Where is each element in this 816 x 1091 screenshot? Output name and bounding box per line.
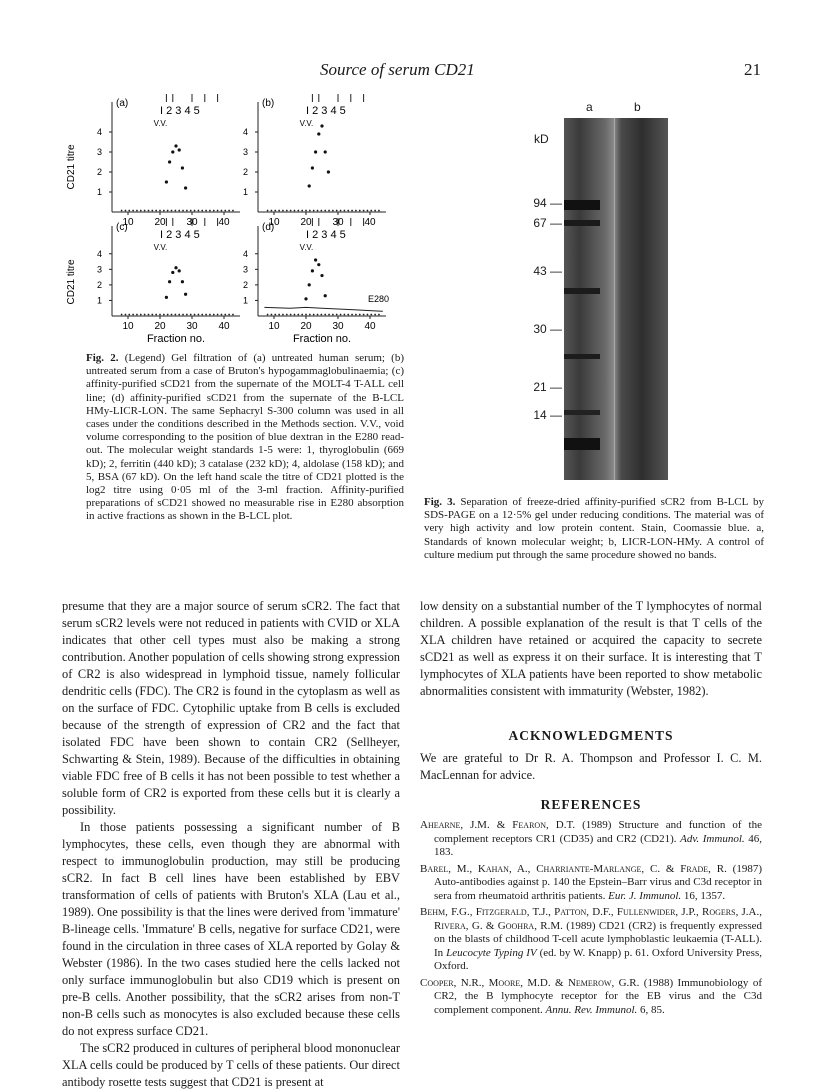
reference-text: (1989) Structure and function of the complement receptors CR1 (CD35) and CR2 (CD21). xyxy=(434,819,762,845)
data-point xyxy=(311,166,314,169)
baseline-point xyxy=(367,210,369,212)
paragraph: The sCR2 produced in cultures of peripheral blood mononuclear XLA cells could be produced by T cells of these patients. Our direct antibody rosette tests suggest that CD21 is present at xyxy=(62,1041,401,1089)
baseline-point xyxy=(378,210,380,212)
baseline-point xyxy=(286,314,288,316)
y-tick-label: 3 xyxy=(96,147,102,157)
baseline-point xyxy=(290,314,292,316)
acknowledgments-heading: ACKNOWLEDGMENTS xyxy=(508,728,674,743)
y-tick-label: 2 xyxy=(96,279,102,290)
baseline-point xyxy=(313,314,315,316)
baseline-point xyxy=(290,210,292,212)
lane-b-label: b xyxy=(634,100,641,114)
baseline-point xyxy=(163,210,165,212)
gel-band xyxy=(564,410,600,415)
reference-journal: Annu. Rev. Immunol. xyxy=(545,1003,638,1016)
y-tick-label: 2 xyxy=(242,167,248,177)
baseline-point xyxy=(174,210,176,212)
data-point xyxy=(168,160,171,163)
baseline-point xyxy=(347,314,349,316)
void-volume-label: V.V. xyxy=(153,243,168,252)
baseline-point xyxy=(228,210,230,212)
e280-line xyxy=(264,307,382,311)
y-tick-label: 1 xyxy=(96,187,102,197)
baseline-point xyxy=(209,210,211,212)
gel-band xyxy=(564,438,600,450)
baseline-point xyxy=(232,314,234,316)
x-tick-label: 40 xyxy=(218,321,230,332)
paragraph: low density on a substantial number of the T lymphocytes of normal children. A possible explanation of the result is that T cells of the XLA children have retained or acquired the capacity to secrete sCD21 as well as express it on their surface. It is interesting that T lymphocytes of XLA patients have been reported to show metabolic abnormalities consistent with immaturity (Webster, 1982). xyxy=(420,599,762,698)
data-point xyxy=(314,258,317,261)
figure-3-caption-text: Separation of freeze-dried affinity-purified sCR2 from B-LCL by SDS-PAGE on a 12·5% gel under reducing conditions. The material was of very high activity and low protein content. Stain, Coomassie blue. a, Standards of known molecular weight; b, LICR-LON-HMy. A control of culture medium put through the same procedure showed no bands. xyxy=(424,496,764,561)
baseline-point xyxy=(324,314,326,316)
baseline-point xyxy=(217,210,219,212)
baseline-point xyxy=(355,210,357,212)
standards-labels: I 2 3 4 5 xyxy=(160,105,200,117)
x-tick-label: 20 xyxy=(154,217,166,228)
baseline-point xyxy=(344,210,346,212)
reference-journal: Leucocyte Typing IV xyxy=(446,946,537,959)
baseline-point xyxy=(332,314,334,316)
baseline-point xyxy=(171,210,173,212)
baseline-point xyxy=(317,314,319,316)
y-tick-label: 3 xyxy=(242,264,248,275)
data-point xyxy=(327,170,330,173)
baseline-point xyxy=(374,314,376,316)
reference-text: (1989) CD21 (CR2) is frequently expressed on the blasts of childhood T-cell acute lymphoblastic leukaemia (T-ALL). In xyxy=(434,919,762,959)
baseline-point xyxy=(163,314,165,316)
y-axis-label: CD21 titre xyxy=(66,259,77,305)
x-tick-label: 30 xyxy=(332,217,344,228)
gel-image xyxy=(564,118,668,480)
reference-authors: Cooper, N.R., Moore, M.D. & Nemerow, G.R. xyxy=(420,976,640,989)
baseline-point xyxy=(282,314,284,316)
baseline-point xyxy=(309,314,311,316)
baseline-point xyxy=(363,210,365,212)
x-tick-label: 20 xyxy=(154,321,166,332)
baseline-point xyxy=(194,210,196,212)
data-point xyxy=(168,280,171,283)
baseline-point xyxy=(355,314,357,316)
baseline-point xyxy=(186,314,188,316)
baseline-point xyxy=(378,314,380,316)
baseline-point xyxy=(151,210,153,212)
baseline-point xyxy=(140,314,142,316)
data-point xyxy=(308,283,311,286)
x-tick-label: 10 xyxy=(268,321,280,332)
gel-band xyxy=(564,354,600,359)
data-point xyxy=(324,150,327,153)
standards-labels: I 2 3 4 5 xyxy=(306,229,346,241)
reference-item xyxy=(420,863,762,904)
data-point xyxy=(317,132,320,135)
data-point xyxy=(181,280,184,283)
baseline-point xyxy=(282,210,284,212)
baseline-point xyxy=(178,210,180,212)
baseline-point xyxy=(301,210,303,212)
void-volume-label: V.V. xyxy=(299,243,314,252)
lane-a-label: a xyxy=(586,100,593,114)
baseline-point xyxy=(340,210,342,212)
baseline-point xyxy=(278,210,280,212)
x-tick-label: 10 xyxy=(122,321,134,332)
x-tick-label: 40 xyxy=(218,217,230,228)
data-point xyxy=(184,186,187,189)
data-point xyxy=(174,144,177,147)
baseline-point xyxy=(217,314,219,316)
reference-journal: Eur. J. Immunol. xyxy=(608,889,682,902)
baseline-point xyxy=(294,314,296,316)
baseline-point xyxy=(213,314,215,316)
gel-marker-label: 30 — xyxy=(533,322,562,336)
page-number: 21 xyxy=(744,60,761,79)
baseline-point xyxy=(144,210,146,212)
x-tick-label: 20 xyxy=(300,217,312,228)
figure-3-gel xyxy=(518,88,678,488)
baseline-point xyxy=(232,210,234,212)
figure-3-caption-label: Fig. 3. xyxy=(424,496,456,508)
baseline-point xyxy=(224,314,226,316)
baseline-point xyxy=(174,314,176,316)
baseline-point xyxy=(136,314,138,316)
data-point xyxy=(317,263,320,266)
baseline-point xyxy=(309,210,311,212)
data-point xyxy=(320,124,323,127)
x-axis-label: Fraction no. xyxy=(292,333,352,344)
baseline-point xyxy=(305,314,307,316)
gel-marker-label: 43 — xyxy=(533,264,562,278)
references-heading: REFERENCES xyxy=(540,797,642,812)
y-tick-label: 1 xyxy=(96,295,102,306)
baseline-point xyxy=(144,314,146,316)
acknowledgments-text xyxy=(420,750,762,784)
x-tick-label: 10 xyxy=(268,217,280,228)
baseline-point xyxy=(294,210,296,212)
baseline-point xyxy=(351,314,353,316)
baseline-point xyxy=(374,210,376,212)
baseline-point xyxy=(336,210,338,212)
y-axis-label: CD21 titre xyxy=(66,144,77,190)
baseline-point xyxy=(213,210,215,212)
baseline-point xyxy=(328,314,330,316)
reference-text: (1987) Auto-antibodies against p. 140 the Epstein–Barr virus and C3d receptor in sera from rheumatoid arthritis patients. xyxy=(434,862,762,902)
baseline-point xyxy=(297,210,299,212)
baseline-point xyxy=(186,210,188,212)
baseline-point xyxy=(155,314,157,316)
gel-band xyxy=(564,220,600,226)
panel-label: (a) xyxy=(116,98,129,109)
baseline-point xyxy=(359,210,361,212)
baseline-point xyxy=(167,210,169,212)
panel-label: (d) xyxy=(262,222,275,233)
data-point xyxy=(174,266,177,269)
baseline-point xyxy=(155,210,157,212)
x-tick-label: 10 xyxy=(122,217,134,228)
baseline-point xyxy=(228,314,230,316)
baseline-point xyxy=(313,210,315,212)
baseline-point xyxy=(320,314,322,316)
data-point xyxy=(171,150,174,153)
gel-band xyxy=(564,200,600,210)
reference-authors: Ahearne, J.M. & Fearon, D.T. xyxy=(420,819,576,831)
reference-volume: 6, 85. xyxy=(637,1003,665,1016)
baseline-point xyxy=(363,314,365,316)
data-point xyxy=(320,274,323,277)
baseline-point xyxy=(132,314,134,316)
gel-band xyxy=(564,288,600,294)
x-tick-label: 20 xyxy=(300,321,312,332)
reference-text: (1988) Immunobiology of CR2, the B lymphocyte receptor for the EB virus and the C3d complement component. xyxy=(434,976,762,1016)
baseline-point xyxy=(198,314,200,316)
gel-marker-label: 94 — xyxy=(533,196,562,210)
baseline-point xyxy=(148,314,150,316)
right-column-text xyxy=(420,598,762,700)
baseline-point xyxy=(121,210,123,212)
data-point xyxy=(181,166,184,169)
reference-list xyxy=(420,819,762,1020)
baseline-point xyxy=(267,210,269,212)
baseline-point xyxy=(278,314,280,316)
data-point xyxy=(165,296,168,299)
baseline-point xyxy=(159,210,161,212)
baseline-point xyxy=(324,210,326,212)
standards-labels: I 2 3 4 5 xyxy=(160,229,200,241)
figure-2-chart xyxy=(62,92,402,344)
y-tick-label: 2 xyxy=(96,167,102,177)
baseline-point xyxy=(201,314,203,316)
baseline-point xyxy=(359,314,361,316)
figure-2-caption-text: (Legend) Gel filtration of (a) untreated human serum; (b) untreated serum from a case of Bruton's hypogammaglobulinaemia; (c) affinity-purified sCD21 from the supernate of the MOLT-4 T-ALL cell line; (d) affinity-purified sCD21 from the supernate of the B-LCL HMy-LICR-LON. The same Sephacryl S-300 column was used in all cases under the conditions described in the Methods section. V.V., void volume corresponding to the position of blue dextran in the E280 read-out. The molecular weight standards 1-5 were: 1, thyroglobulin (669 kD); 2, ferritin (440 kD); 3 catalase (232 kD); 4, aldolase (158 kD); and 5, BSA (67 kD). On the left hand scale the titre of CD21 plotted is the log2 titre using 0·05 ml of the 3-ml fraction. Affinity-purified preparations of sCD21 showed no measurable rise in E280 absorption in active fractions as shown in the B-LCL plot. xyxy=(86,352,404,523)
reference-item xyxy=(420,819,762,860)
baseline-point xyxy=(367,314,369,316)
baseline-point xyxy=(305,210,307,212)
data-point xyxy=(171,271,174,274)
baseline-point xyxy=(274,210,276,212)
baseline-point xyxy=(190,314,192,316)
y-tick-label: 3 xyxy=(242,147,248,157)
baseline-point xyxy=(340,314,342,316)
baseline-point xyxy=(125,314,127,316)
y-tick-label: 4 xyxy=(96,248,102,259)
y-tick-label: 1 xyxy=(242,187,248,197)
baseline-point xyxy=(132,210,134,212)
running-title: Source of serum CD21 xyxy=(320,60,475,79)
baseline-point xyxy=(336,314,338,316)
figure-3-caption xyxy=(424,496,764,562)
baseline-point xyxy=(347,210,349,212)
baseline-point xyxy=(151,314,153,316)
data-point xyxy=(311,269,314,272)
reference-journal: Adv. Immunol. xyxy=(680,832,745,845)
baseline-point xyxy=(221,210,223,212)
gel-marker-label: 21 — xyxy=(533,380,562,394)
standards-labels: I 2 3 4 5 xyxy=(306,105,346,117)
y-tick-label: 3 xyxy=(96,264,102,275)
reference-volume: (ed. by W. Knapp) p. 61. Oxford University Press, Oxford. xyxy=(434,946,762,972)
e280-label: E280 xyxy=(368,294,390,304)
data-point xyxy=(178,148,181,151)
figure-2-caption-label: Fig. 2. xyxy=(86,352,119,364)
baseline-point xyxy=(274,314,276,316)
baseline-point xyxy=(271,210,273,212)
baseline-point xyxy=(128,314,130,316)
baseline-point xyxy=(297,314,299,316)
data-point xyxy=(184,293,187,296)
baseline-point xyxy=(267,314,269,316)
baseline-point xyxy=(190,210,192,212)
y-tick-label: 1 xyxy=(242,295,248,306)
baseline-point xyxy=(201,210,203,212)
figure-2-caption xyxy=(86,352,404,524)
void-volume-label: V.V. xyxy=(153,119,168,128)
baseline-point xyxy=(328,210,330,212)
baseline-point xyxy=(121,314,123,316)
baseline-point xyxy=(205,314,207,316)
baseline-point xyxy=(224,210,226,212)
baseline-point xyxy=(136,210,138,212)
y-tick-label: 4 xyxy=(242,248,248,259)
baseline-point xyxy=(301,314,303,316)
reference-volume: 46, 183. xyxy=(434,832,762,858)
baseline-point xyxy=(125,210,127,212)
kd-label: kD xyxy=(534,132,549,146)
left-column-text xyxy=(62,598,400,1091)
baseline-point xyxy=(198,210,200,212)
baseline-point xyxy=(182,210,184,212)
baseline-point xyxy=(140,210,142,212)
data-point xyxy=(308,184,311,187)
baseline-point xyxy=(351,210,353,212)
baseline-point xyxy=(317,210,319,212)
baseline-point xyxy=(148,210,150,212)
y-tick-label: 2 xyxy=(242,279,248,290)
gel-marker-label: 14 — xyxy=(533,408,562,422)
baseline-point xyxy=(370,314,372,316)
panel-label: (c) xyxy=(116,222,128,233)
baseline-point xyxy=(332,210,334,212)
reference-item xyxy=(420,906,762,974)
data-point xyxy=(314,150,317,153)
baseline-point xyxy=(182,314,184,316)
y-tick-label: 4 xyxy=(96,127,102,137)
x-tick-label: 40 xyxy=(364,321,376,332)
x-axis-label: Fraction no. xyxy=(146,333,206,344)
baseline-point xyxy=(159,314,161,316)
data-point xyxy=(178,269,181,272)
baseline-point xyxy=(194,314,196,316)
x-tick-label: 40 xyxy=(364,217,376,228)
reference-authors: Barel, M., Kahan, A., Charriante-Marlange, C. & Frade, R. xyxy=(420,862,727,875)
x-tick-label: 30 xyxy=(332,321,344,332)
paragraph: presume that they are a major source of serum sCR2. The fact that serum sCR2 levels were not reduced in patients with CVID or XLA indicates that other cell types must also be making a strong contribution. Another population of cells showing strong expression of CR2 is also widespread in lymphoid tissue, namely follicular dendritic cells (FDC). The CR2 is found in the cytoplasm as well as on the surface of FDC. Cytophilic uptake from B cells is excluded because of the strength of expression of CR2 and the fact that isolated FDC have been shown to contain CR2 (Sellheyer, Schwarting & Stein, 1989). Because of the difficulties in obtaining viable FDC free of B cells it has not been possible to test whether a soluble form of CR2 is exported from these cells but it is clearly a possibility. xyxy=(62,599,400,817)
baseline-point xyxy=(320,210,322,212)
baseline-point xyxy=(344,314,346,316)
baseline-point xyxy=(167,314,169,316)
baseline-point xyxy=(286,210,288,212)
void-volume-label: V.V. xyxy=(299,119,314,128)
baseline-point xyxy=(221,314,223,316)
reference-item xyxy=(420,977,762,1018)
data-point xyxy=(324,294,327,297)
gel-marker-label: 67 — xyxy=(533,216,562,230)
baseline-point xyxy=(209,314,211,316)
paragraph: In those patients possessing a significant number of B lymphocytes, these cells, even though they are abnormal with respect to immunoglobulin production, may still be producing sCR2. In fact B cell lines have been established by EBV transformation of cells of patients with Bruton's XLA (Lau et al., 1989). One possibility is that the lines were derived from 'immature' B-lineage cells. 'Immature' B cells, negative for surface CD21, were found in the circulation in three cases of XLA reported by Golay & Webster (1986). In the two cases studied here the cells lacked not only surface immunoglobulin but also CD19 which is present on pre-B cells. Another possibility, that the sCR2 arises from non-T non-B cells such as monocytes is also excluded because these cells do not express surface CD21. xyxy=(62,820,400,1038)
x-tick-label: 30 xyxy=(186,217,198,228)
y-tick-label: 4 xyxy=(242,127,248,137)
baseline-point xyxy=(271,314,273,316)
x-tick-label: 30 xyxy=(186,321,198,332)
lane-divider xyxy=(614,118,615,480)
data-point xyxy=(165,180,168,183)
reference-authors: Behm, F.G., Fitzgerald, T.J., Patton, D.F., Fullenwider, J.P., Rogers, J.A., Rivera, G. & Goohra, R.M. xyxy=(420,906,762,932)
baseline-point xyxy=(128,210,130,212)
paragraph: We are grateful to Dr R. A. Thompson and Professor I. C. M. MacLennan for advice. xyxy=(420,751,762,782)
baseline-point xyxy=(205,210,207,212)
reference-volume: 16, 1357. xyxy=(681,889,726,902)
baseline-point xyxy=(370,210,372,212)
baseline-point xyxy=(178,314,180,316)
data-point xyxy=(304,297,307,300)
baseline-point xyxy=(171,314,173,316)
panel-label: (b) xyxy=(262,98,275,109)
